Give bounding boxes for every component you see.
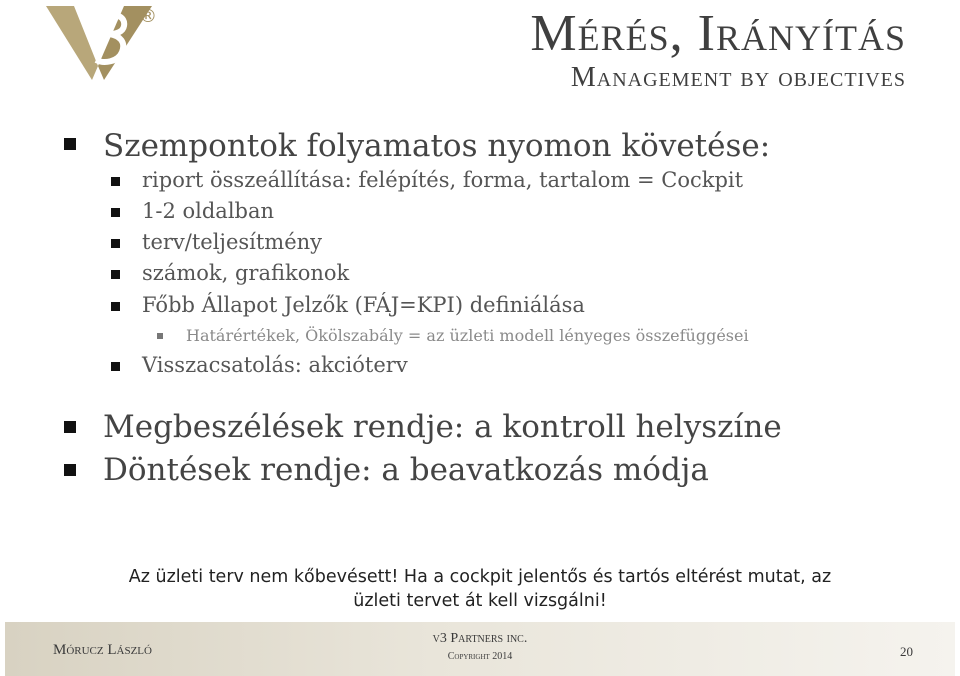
note-line-2: üzleti tervet át kell vizsgálni!: [353, 591, 607, 611]
page-title: Mérés, Irányítás: [530, 5, 906, 62]
bullet-icon: [111, 208, 120, 217]
note-line-1: Az üzleti terv nem kőbevésett! Ha a cockpit jelentős és tartós eltérést mutat, az: [128, 567, 832, 587]
list-item: Döntések rendje: a beavatkozás módja: [103, 452, 709, 488]
note-text: [40, 565, 920, 613]
bullet-icon: [111, 270, 120, 279]
list-item: terv/teljesítmény: [142, 230, 323, 254]
bullet-icon: [64, 464, 76, 476]
list-item: Szempontok folyamatos nyomon követése:: [103, 128, 771, 164]
list-item: Megbeszélések rendje: a kontroll helyszíne: [103, 409, 782, 445]
footer-author: Mórucz László: [53, 642, 152, 658]
registered-mark: ®: [139, 6, 157, 27]
footer: [5, 622, 955, 676]
page-number: 20: [900, 644, 913, 659]
list-item: riport összeállítása: felépítés, forma, tartalom = Cockpit: [142, 168, 744, 192]
list-item: 1-2 oldalban: [142, 199, 275, 223]
page-subtitle: Management by objectives: [570, 62, 906, 93]
footer-company: v3 Partners inc.: [432, 631, 528, 646]
bullet-icon: [64, 421, 76, 433]
bullet-icon: [111, 239, 120, 248]
bullet-icon: [111, 362, 120, 371]
bullet-icon: [157, 333, 163, 339]
bullet-icon: [111, 302, 120, 311]
bullet-icon: [111, 177, 120, 186]
footer-copyright: Copyright 2014: [447, 651, 513, 662]
list-item: Főbb Állapot Jelzők (FÁJ=KPI) definiálása: [142, 293, 585, 317]
list-item: Visszacsatolás: akcióterv: [142, 353, 408, 377]
list-item: számok, grafikonok: [142, 261, 350, 285]
bullet-icon: [64, 138, 76, 150]
list-item: Határértékek, Ökölszabály = az üzleti modell lényeges összefüggései: [186, 326, 749, 345]
